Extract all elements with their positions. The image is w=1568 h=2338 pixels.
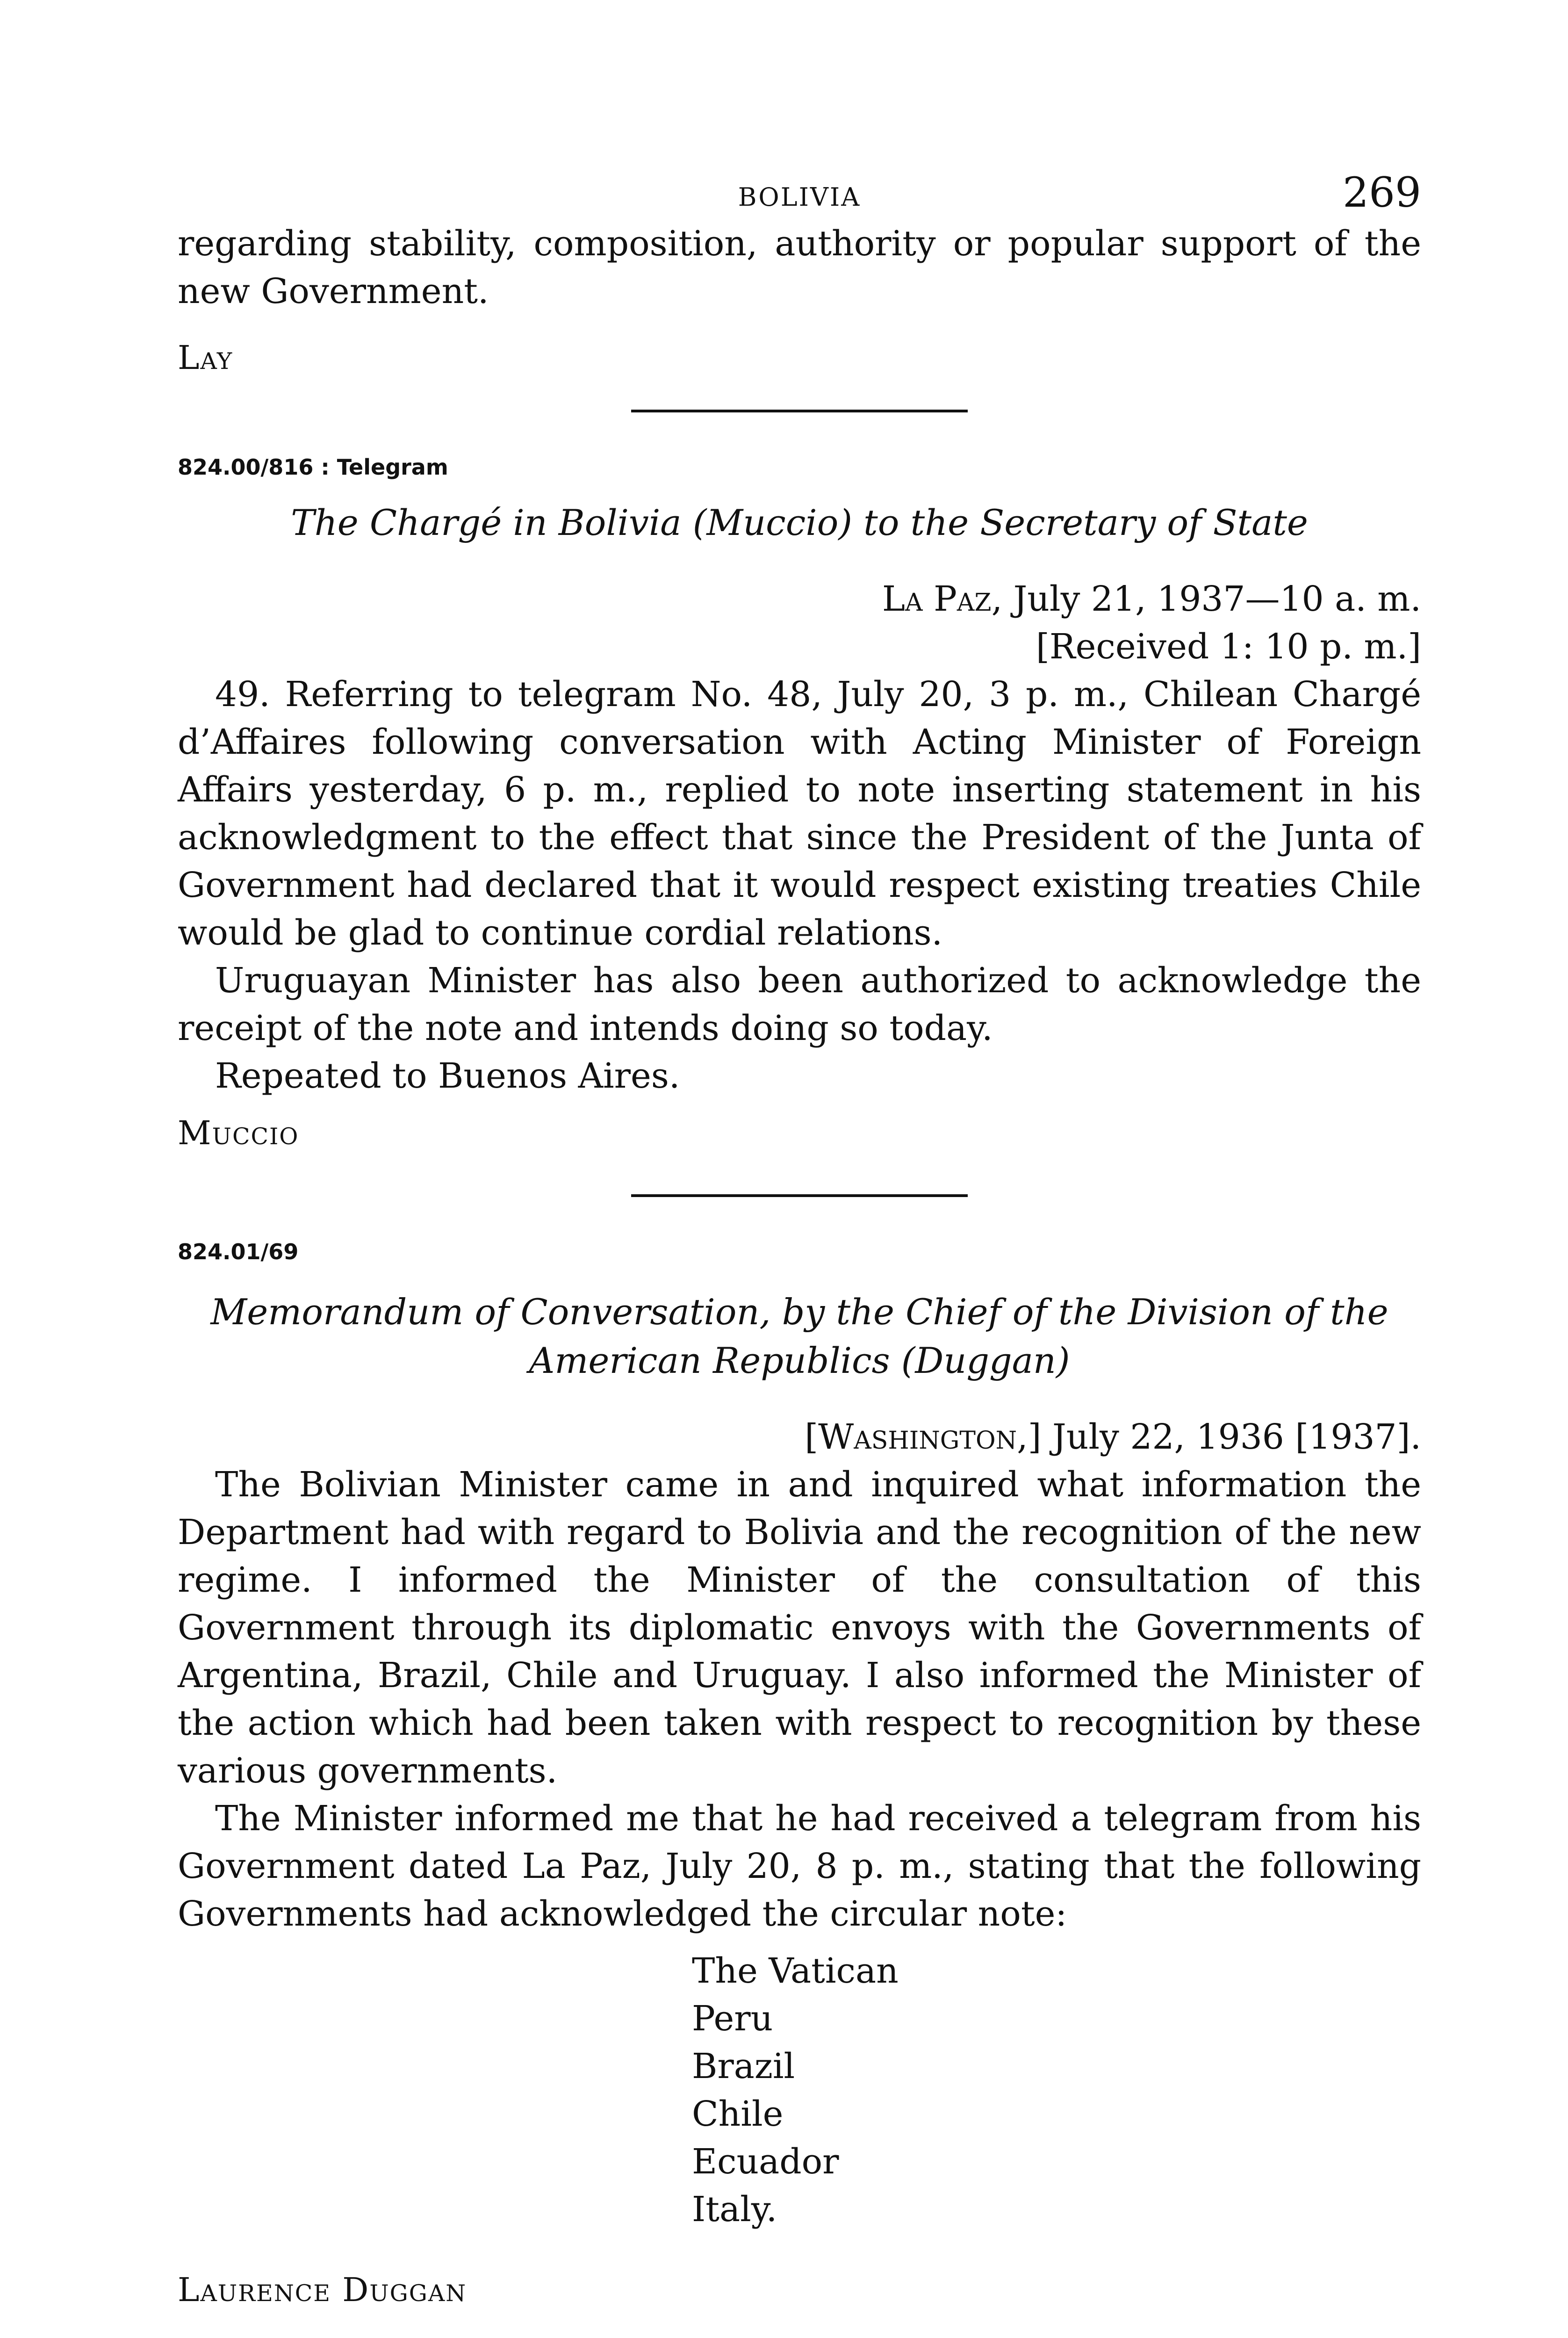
list-item: Brazil: [692, 2046, 795, 2086]
received-time: [Received 1: 10 p. m.]: [1036, 627, 1421, 667]
dateline: [178, 575, 1421, 671]
paragraph: 49. Referring to telegram No. 48, July 20, 3 p. m., Chilean Chargé d’Affaires following conversation with Acting Minister of Foreign Affairs yesterday, 6 p. m., replied to note inserting statement in his acknowledgment to the effect that since the President of the Junta of Government had declared that it would respect existing treaties Chile would be glad to continue cordial relations.: [178, 674, 1421, 953]
file-number: 824.01/69: [178, 1239, 299, 1264]
continuation-paragraph: regarding stability, composition, authority or popular support of the new Government.: [178, 224, 1421, 311]
paragraph: The Bolivian Minister came in and inquired what information the Department had with regard to Bolivia and the recognition of the new regime. I informed the Minister of the consultation of this Government through its diplomatic envoys with the Governments of Argentina, Brazil, Chile and Uruguay. I also informed the Minister of the action which had been taken with respect to recognition by these various governments.: [178, 1465, 1421, 1791]
signature-duggan: Laurence Duggan: [178, 2271, 467, 2309]
file-number: 824.00/816 : Telegram: [178, 455, 448, 480]
section-divider: [631, 1194, 968, 1197]
paragraph: Repeated to Buenos Aires.: [215, 1056, 680, 1096]
document-title: The Chargé in Bolivia (Muccio) to the Secretary of State: [291, 502, 1308, 543]
dateline-place: [Washington,]: [805, 1417, 1042, 1457]
paragraph: The Minister informed me that he had received a telegram from his Government dated La Paz, July 20, 8 p. m., stating that the following Governments had acknowledged the circular note:: [178, 1798, 1421, 1934]
paragraph: Uruguayan Minister has also been authorized to acknowledge the receipt of the note and intends doing so today.: [178, 960, 1421, 1048]
dateline-place: La Paz: [882, 579, 992, 619]
government-list: [692, 1947, 1421, 2233]
list-item: Ecuador: [692, 2142, 839, 2182]
section-divider: [631, 410, 968, 412]
list-item: The Vatican: [692, 1951, 899, 1991]
document-title: Memorandum of Conversation, by the Chief of the Division of the American Republics (Duggan): [210, 1291, 1388, 1381]
running-title: BOLIVIA: [738, 182, 861, 212]
running-head: [178, 154, 1421, 216]
signature-lay: Lay: [178, 339, 233, 377]
page-content: [178, 154, 1421, 2314]
signature-muccio: Muccio: [178, 1114, 299, 1152]
dateline-date: July 22, 1936 [1937].: [1041, 1417, 1421, 1457]
list-item: Peru: [692, 1999, 773, 2039]
page-number: 269: [1343, 168, 1421, 216]
list-item: Italy.: [692, 2189, 777, 2230]
dateline: [178, 1413, 1421, 1461]
dateline-date: , July 21, 1937—10 a. m.: [991, 579, 1421, 619]
list-item: Chile: [692, 2094, 784, 2134]
